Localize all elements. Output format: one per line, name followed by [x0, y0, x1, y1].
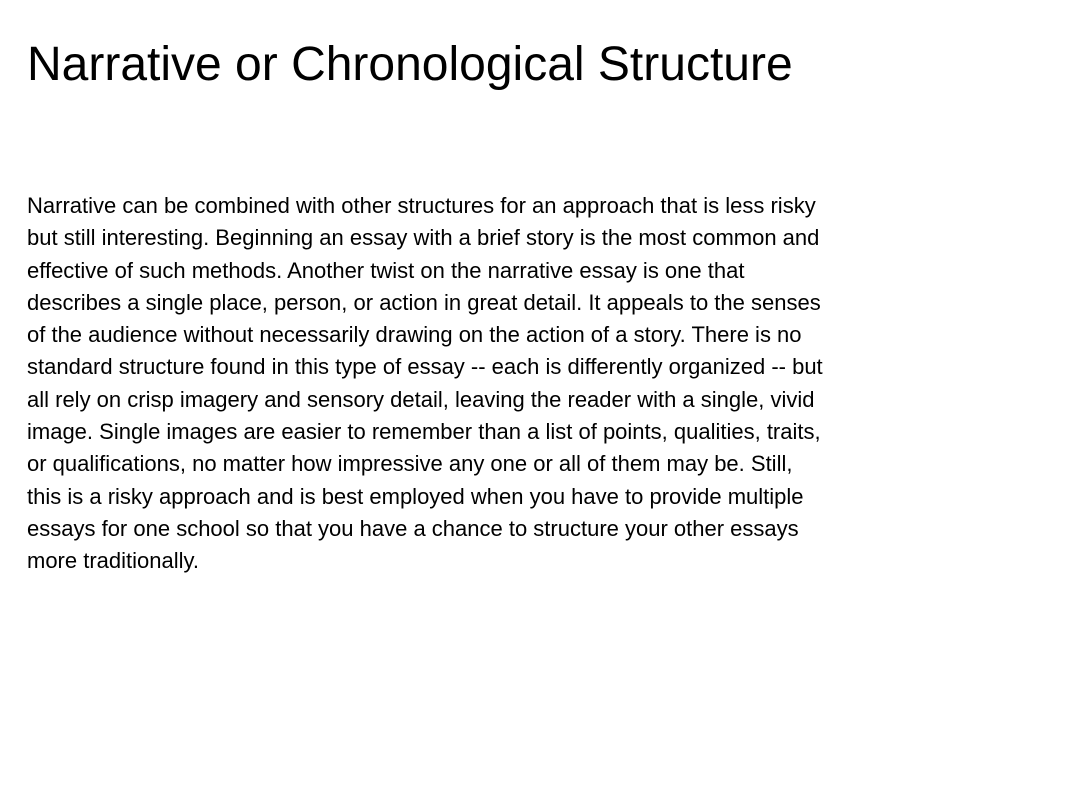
slide-title: Narrative or Chronological Structure — [27, 38, 793, 91]
slide-body-text: Narrative can be combined with other structures for an approach that is less risky but still interesting. Beginning an essay with a brief story is the most common and effective of such methods. Another twist on the narrative essay is one that describes a single place, person, or action in great detail. It appeals to the senses of the audience without necessarily drawing on the action of a story. There is no standard structure found in this type of essay -- each is differently organized -- but all rely on crisp imagery and sensory detail, leaving the reader with a single, vivid image. Single images are easier to remember than a list of points, qualities, traits, or qualifications, no matter how impressive any one or all of them may be. Still, this is a risky approach and is best employed when you have to provide multiple essays for one school so that you have a chance to structure your other essays more traditionally. — [27, 193, 823, 574]
